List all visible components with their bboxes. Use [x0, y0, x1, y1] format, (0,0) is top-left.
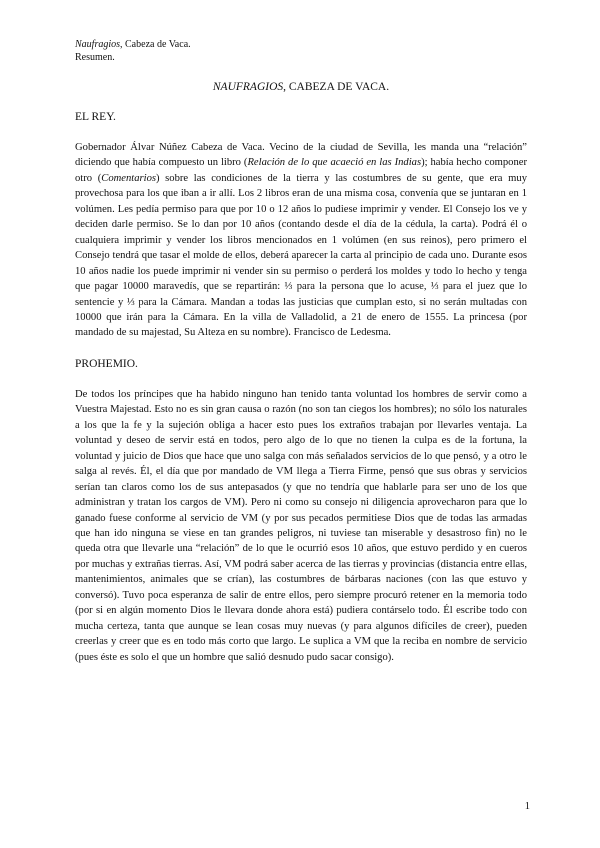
- running-header-subtitle: Resumen.: [75, 52, 115, 63]
- document-title-rest: , CABEZA DE VACA.: [283, 81, 390, 93]
- paragraph-prohemio: De todos los príncipes que ha habido ninguno han tenido tanta voluntad los hombres de servir como a Vuestra Majestad. Esto no es sin gran causa o razón (no son tan ciegos los hombres); no sólo los naturales a los que la fe y la sujeción obliga a hacer esto pues los extraños trabajan por llevarles ventaja. La voluntad y deseo de servir está en todos, pero algo de lo que no tienen la culpa es de la fortuna, la voluntad y juicio de Dios que hace que uno salga con más señalados servicios de lo que pensó, y a otro le salga al revés. Él, el día que por mandado de VM llega a Tierra Firme, pensó que sus obras y servicios serían tan claros como los de sus antepasados (y que no tendría que hablarle para ser uno de los que administran y tratan los cargos de VM). Pero ni como su consejo ni diligencia aprovecharon para que lo ganado fuese conforme al servicio de VM (y por sus pecados permitiese Dios que de todas las armadas que han ido ninguna se viese en tan grandes peligros, ni tuviese tan miserable y desastroso fin) no le queda otra que llevarle una “relación” de lo que le ocurrió esos 10 años, que estuvo perdido y en cueros por muchas y extrañas tierras. Así, VM podrá saber acerca de las tierras y provincias (distancia entre ellas, mantenimientos, animales que se crían), las costumbres de bárbaras naciones (con las que estuvo y conversó). Tuvo poca esperanza de salir de entre ellos, pero siempre procuró retener en la memoria todo (por si en algún momento Dios le llevara donde ahora está) pudiera contárselo todo. Él escribe todo con mucha certeza, tanta que aunque se lean cosas muy nuevas (y para algunos difíciles de creer), pueden creerlas y creer que es en todo más corto que largo. Le suplica a VM que la reciba en nombre de servicio (pues éste es solo el que un hombre que salió desnudo pudo sacar consigo).: [75, 388, 527, 663]
- header-title-italic: Naufragios: [75, 39, 121, 50]
- running-header-title: [75, 38, 527, 51]
- book-title-relacion: Relación de lo que acaeció en las Indias: [247, 157, 422, 169]
- document-title-italic: NAUFRAGIOS: [212, 81, 284, 93]
- paragraph-el-rey-part-b: ); había hecho componer otro (: [75, 157, 527, 184]
- header-title-rest: , Cabeza de Vaca.: [120, 39, 191, 50]
- page-number: 1: [524, 801, 530, 812]
- paragraph-el-rey: [75, 140, 527, 341]
- section-heading-prohemio: PROHEMIO.: [75, 357, 138, 370]
- paragraph-el-rey-part-a: Gobernador Álvar Núñez Cabeza de Vaca. Vecino de la ciudad de Sevilla, les manda una “relación” diciendo que había compuesto un libro (: [75, 142, 527, 169]
- section-heading-el-rey: EL REY.: [75, 111, 116, 123]
- document-title: [75, 80, 527, 94]
- paragraph-el-rey-part-c: ) sobre las condiciones de la tierra y las costumbres de su gente, que era muy provechosa para los que iban a ir allí. Los 2 libros eran de una misma cosa, convenía que se juntaran en 1 volúmen. Les pedía permiso para que por 10 o 12 años lo pudiese imprimir y vender. El Consejo los ve y deciden darle permiso. Se lo dan por 10 años (contando desde el día de la cédula, la carta). Podrá él o cualquiera imprimir y vender los libros mencionados en 1 volúmen (en sus reinos), pero primero el Consejo tendrá que tasar el molde de ellos, deberá aparecer la carta al principio de cada uno. Durante esos 10 años nadie los puede imprimir ni vender sin su permiso o perderá los moldes y todo lo hecho y tenga que pagar 10000 maravedís, que se repartirán: ⅓ para la persona que lo acuse, ⅓ para el juez que lo sentencie y ⅓ para la Cámara. Mandan a todas las justicias que cumplan esto, si no serán multadas con 10000 que irán para la Cámara. En la villa de Valladolid, a 21 de enero de 1555. La princesa (por mandado de su majestad, Su Alteza en su nombre). Francisco de Ledesma.: [75, 172, 527, 339]
- book-title-comentarios: Comentarios: [101, 172, 156, 184]
- document-page: [75, 38, 527, 665]
